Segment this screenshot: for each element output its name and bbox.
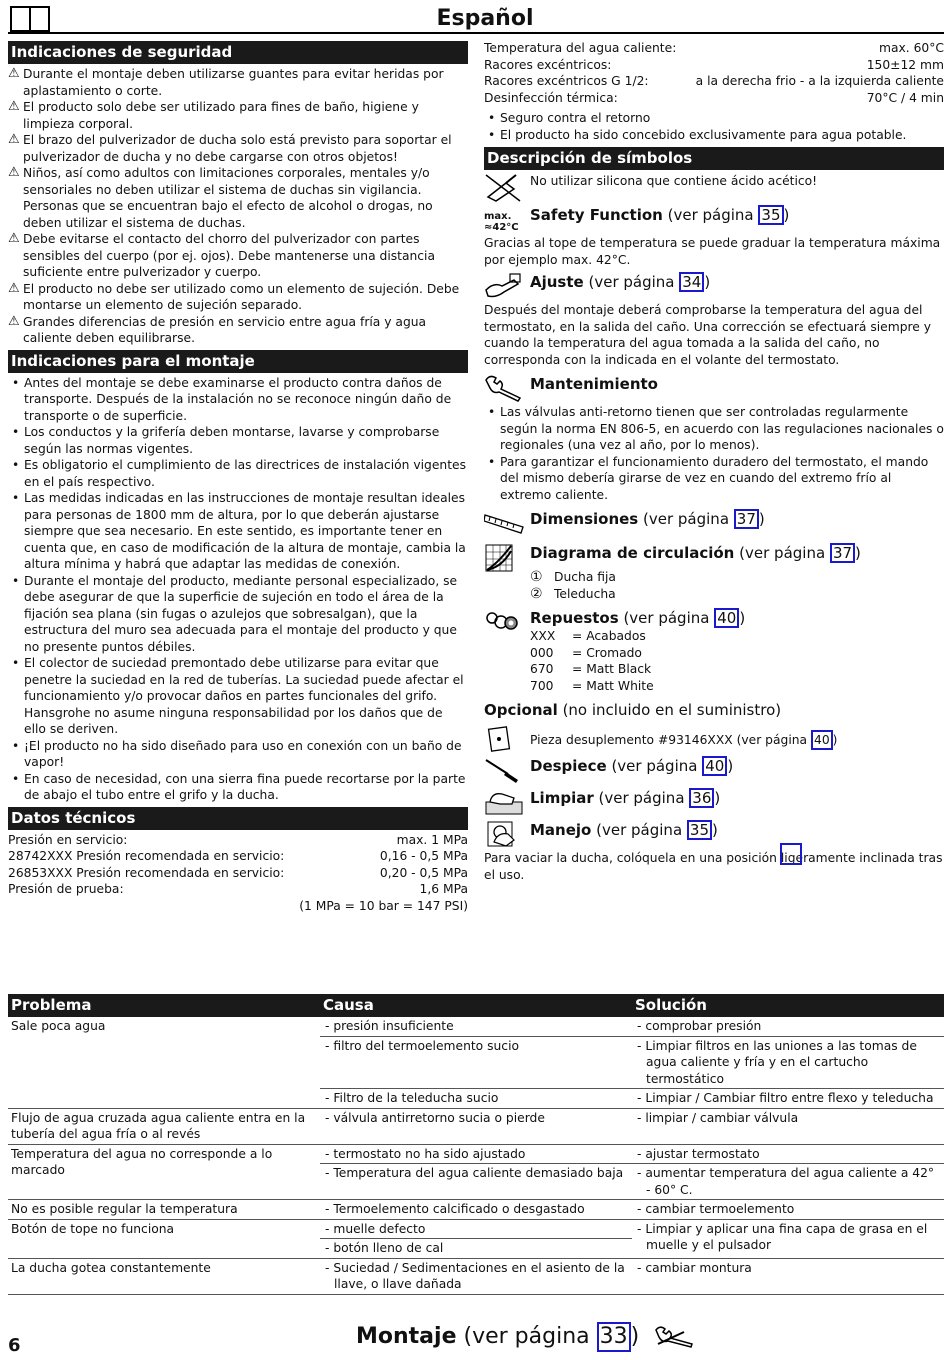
header-cause: Causa bbox=[323, 996, 374, 1014]
screwdriver-icon bbox=[484, 756, 530, 786]
max-label: max. bbox=[484, 211, 512, 222]
optional-piece-row bbox=[484, 724, 944, 754]
spec-value: 0,16 - 0,5 MPa bbox=[379, 849, 468, 863]
spec-label: Presión de prueba: bbox=[8, 882, 124, 896]
warning-icon: ⚠ bbox=[8, 165, 20, 180]
spec-row bbox=[484, 40, 944, 57]
spec-row bbox=[8, 848, 468, 865]
spec-value: 1,6 MPa bbox=[419, 882, 468, 896]
cause-cell: - Temperatura del agua caliente demasiado baja bbox=[325, 1166, 624, 1180]
safety-item-text: Niños, así como adultos con limitaciones corporales, mentales y/o sensoriales no deben utilizar el sistema de duchas sin vigilancia. Personas que se encuentran bajo el efecto de alcohol o drogas, no deben utilizar el sistema de duchas. bbox=[23, 166, 433, 230]
maintenance-list bbox=[484, 404, 944, 503]
part-code: 670 bbox=[530, 662, 554, 676]
handling-row bbox=[484, 820, 944, 850]
safety-item bbox=[8, 231, 468, 281]
solution-cell: - Limpiar / Cambiar filtro entre flexo y teleducha bbox=[637, 1091, 934, 1105]
dimensions-row bbox=[484, 509, 944, 539]
page-ref-link[interactable]: 40 bbox=[702, 756, 727, 776]
spec-row bbox=[484, 57, 944, 74]
warning-icon: ⚠ bbox=[8, 132, 20, 147]
mounting-item: • Es obligatorio el cumplimiento de las directrices de instalación vigentes en el país respectivo. bbox=[8, 457, 468, 490]
table-row bbox=[8, 1259, 944, 1295]
flow-chart-icon bbox=[484, 543, 530, 573]
solution-cell: - Limpiar y aplicar una fina capa de grasa en el muelle y el pulsador bbox=[637, 1221, 928, 1252]
footer-title: Montaje (ver página 33 ) bbox=[356, 1322, 694, 1352]
spec-row bbox=[8, 881, 468, 898]
spec-value: (1 MPa = 10 bar = 147 PSI) bbox=[299, 898, 468, 913]
hand-knob-icon bbox=[484, 820, 530, 850]
cause-solution-row bbox=[320, 1017, 944, 1036]
part-item bbox=[530, 645, 944, 662]
cause-cell: - Termoelemento calcificado o desgastado bbox=[325, 1202, 585, 1216]
spec-value: 70°C / 4 min bbox=[866, 90, 944, 105]
safety-item-text: Debe evitarse el contacto del chorro del pulverizador con partes sensibles del cuerpo (por ej. ojos). Debe mantenerse una distancia suficiente entre pulverizador y cuerpo. bbox=[23, 232, 436, 279]
right-column bbox=[484, 40, 944, 883]
flow-item bbox=[530, 586, 944, 603]
exploded-view-title: Despiece (ver página 40 ) bbox=[530, 757, 734, 775]
flow-item bbox=[530, 569, 944, 586]
safety-item-text: Durante el montaje deben utilizarse guantes para evitar heridas por aplastamiento o corte. bbox=[23, 67, 444, 98]
cause-cell: - Suciedad / Sedimentaciones en el asiento de la llave, o llave dañada bbox=[325, 1260, 625, 1291]
cause-cell: - termostato no ha sido ajustado bbox=[325, 1146, 526, 1161]
spec-label: 26853XXX Presión recomendada en servicio: bbox=[8, 865, 285, 880]
spec-row bbox=[8, 898, 468, 915]
spec-value: a la derecha frio - a la izquierda caliente bbox=[695, 74, 944, 88]
solution-cell: - aumentar temperatura del agua caliente a 42° - 60° C. bbox=[637, 1166, 935, 1197]
cause-solution-group bbox=[320, 1220, 944, 1258]
mounting-item: • Antes del montaje se debe examinarse el producto contra daños de transporte. Después de la instalación no se reconoce ningún daño de transporte o de superficie. bbox=[8, 375, 468, 425]
part-item bbox=[530, 628, 944, 645]
maintenance-item: • Las válvulas anti-retorno tienen que ser controladas regularmente según la norma EN 806-5, en acuerdo con las regulaciones nacionales o regionales (una vez al año, por lo menos). bbox=[484, 404, 944, 454]
spec-label: 28742XXX Presión recomendada en servicio: bbox=[8, 849, 285, 863]
solution-cell: - cambiar montura bbox=[637, 1260, 752, 1275]
flow-item-number: ② bbox=[530, 585, 543, 602]
cause-cell: - botón lleno de cal bbox=[320, 1238, 632, 1258]
tech-bullet: • El producto ha sido concebido exclusivamente para agua potable. bbox=[484, 127, 944, 144]
warning-icon: ⚠ bbox=[8, 99, 20, 114]
mounting-item: • Durante el montaje del producto, mediante personal especializado, se debe asegurar de que la superficie de sujeción en todo el área de la fijación sea plana (sin fugas o azulejos que sobresalgan), que la estructura del muro sea adecuada para el montaje del producto y que no presente puntos débiles. bbox=[8, 573, 468, 656]
silicone-symbol-row bbox=[484, 173, 944, 203]
mounting-item: • ¡El producto no ha sido diseñado para uso en conexión con un baño de vapor! bbox=[8, 738, 468, 771]
safety-item bbox=[8, 132, 468, 165]
flow-item-label: Teleducha bbox=[554, 586, 616, 601]
safety-item bbox=[8, 281, 468, 314]
safety-item bbox=[8, 314, 468, 347]
safety-item bbox=[8, 99, 468, 132]
tech-bullets bbox=[484, 110, 944, 143]
flow-items bbox=[530, 569, 944, 602]
left-column bbox=[8, 40, 468, 914]
optional-title: Opcional (no incluido en el suministro) bbox=[484, 701, 782, 719]
solution-cell: - cambiar termoelemento bbox=[637, 1202, 795, 1216]
page-ref-link[interactable]: 34 bbox=[679, 272, 704, 292]
cause-solution-group bbox=[320, 1145, 944, 1200]
page-ref-link[interactable]: 40 bbox=[714, 608, 739, 628]
spec-row bbox=[8, 865, 468, 882]
problem-cell: Sale poca agua bbox=[11, 1019, 106, 1033]
adjust-title: Ajuste (ver página 34 ) bbox=[530, 273, 711, 291]
page-ref-link[interactable]: 37 bbox=[830, 543, 855, 563]
cause-cell: - presión insuficiente bbox=[325, 1019, 454, 1033]
clean-title: Limpiar (ver página 36 ) bbox=[530, 789, 721, 807]
part-code: XXX bbox=[530, 629, 556, 643]
part-desc: = Acabados bbox=[572, 629, 646, 643]
spare-parts-title: Repuestos (ver página 40 ) bbox=[530, 609, 746, 627]
spec-label: Racores excéntricos: bbox=[484, 57, 612, 72]
cause-cell: - muelle defecto bbox=[325, 1221, 426, 1236]
mounting-list bbox=[8, 375, 468, 804]
page-ref-link[interactable]: 33 bbox=[597, 1322, 631, 1352]
part-desc: = Matt Black bbox=[572, 662, 652, 676]
part-desc: = Matt White bbox=[572, 678, 654, 693]
tech-bullet: • Seguro contra el retorno bbox=[484, 110, 944, 127]
table-row bbox=[8, 1145, 944, 1201]
maintenance-title: Mantenimiento bbox=[530, 375, 658, 393]
warning-icon: ⚠ bbox=[8, 231, 20, 246]
safety-item-text: Grandes diferencias de presión en servicio entre agua fría y agua caliente deben equilibrarse. bbox=[23, 314, 427, 345]
bracket-icon bbox=[484, 724, 530, 754]
cause-solution-row bbox=[320, 1088, 944, 1108]
wrench-icon bbox=[484, 374, 530, 404]
table-row bbox=[8, 1200, 944, 1220]
page-ref-link[interactable]: 36 bbox=[689, 788, 714, 808]
ruler-icon bbox=[484, 509, 530, 539]
cause-solution-row bbox=[320, 1163, 944, 1199]
thermometer-hand-icon bbox=[484, 272, 530, 302]
adjust-text: Después del montaje deberá comprobarse la temperatura del agua del termostato, en la salida del caño. Una corrección se efectuará siempre y cuando la temperatura del agua tomada a la salida del caño, no corresponda con la indicada en el volante del termostato. bbox=[484, 303, 932, 367]
merged-row bbox=[320, 1220, 944, 1258]
problem-cell: Botón de tope no funciona bbox=[11, 1221, 175, 1236]
tech-data-right bbox=[484, 40, 944, 106]
header-solution: Solución bbox=[635, 996, 707, 1014]
cause-solution-group bbox=[320, 1259, 944, 1294]
causes-column bbox=[320, 1220, 632, 1258]
spec-value: 0,20 - 0,5 MPa bbox=[379, 865, 468, 880]
safety-item bbox=[8, 66, 468, 99]
cause-cell: - válvula antirretorno sucia o pierde bbox=[325, 1110, 545, 1125]
solution-cell: - Limpiar filtros en las uniones a las tomas de agua caliente y fría y en el cartucho termostático bbox=[637, 1038, 917, 1086]
spec-label: Racores excéntricos G 1/2: bbox=[484, 74, 649, 88]
optional-piece-text: Pieza desuplemento #93146XXX (ver página 40 ) bbox=[530, 724, 944, 750]
mounting-item: • El colector de suciedad premontado debe utilizarse para evitar que penetre la suciedad en la red de tuberías. La suciedad puede afectar el funcionamiento y/o provocar daños en partes funcionales del grifo. Hansgrohe no asume ninguna responsabilidad por los daños que de ello se deriven. bbox=[8, 655, 468, 738]
spec-value: max. 1 MPa bbox=[396, 832, 468, 847]
tech-heading: Datos técnicos bbox=[8, 807, 468, 830]
empty-page-ref-box[interactable] bbox=[780, 843, 802, 865]
table-row bbox=[8, 1109, 944, 1145]
safety-item-text: El brazo del pulverizador de ducha solo está previsto para soportar el pulverizador de ducha y no debe cargarse con otros objetos! bbox=[23, 133, 452, 164]
symbols-heading: Descripción de símbolos bbox=[484, 147, 944, 170]
no-silicone-icon bbox=[484, 173, 530, 203]
parts-list bbox=[530, 628, 944, 694]
part-desc: = Cromado bbox=[572, 645, 642, 660]
safety-heading: Indicaciones de seguridad bbox=[8, 41, 468, 64]
warning-icon: ⚠ bbox=[8, 313, 20, 329]
part-code: 000 bbox=[530, 645, 554, 660]
table-row bbox=[8, 1220, 944, 1259]
page-title: Español bbox=[436, 6, 534, 31]
spec-row bbox=[484, 90, 944, 107]
flow-item-number: ① bbox=[530, 569, 543, 585]
page-ref-link[interactable]: 35 bbox=[687, 820, 712, 840]
warning-icon: ⚠ bbox=[8, 66, 20, 81]
mounting-item: • En caso de necesidad, con una sierra fina puede recortarse por la parte de abajo el tubo entre el grifo y la ducha. bbox=[8, 771, 468, 804]
max-temp-icon bbox=[484, 205, 530, 235]
clean-row bbox=[484, 788, 944, 818]
cause-solution-row bbox=[320, 1036, 944, 1089]
cause-solution-row bbox=[320, 1259, 944, 1294]
spec-value: 150±12 mm bbox=[866, 57, 944, 72]
flow-item-label: Ducha fija bbox=[554, 570, 616, 584]
part-item bbox=[530, 678, 944, 695]
spec-row bbox=[484, 73, 944, 90]
cause-cell: - filtro del termoelemento sucio bbox=[325, 1038, 520, 1053]
spare-parts-body bbox=[530, 608, 944, 694]
table-header bbox=[8, 994, 944, 1017]
solution-cell: - ajustar termostato bbox=[637, 1146, 760, 1161]
page-ref-link[interactable]: 37 bbox=[734, 509, 759, 529]
empty-shower-text: Para vaciar la ducha, colóquela en una posición ligeramente inclinada tras el uso. bbox=[484, 851, 943, 882]
cause-solution-row bbox=[320, 1145, 944, 1164]
cleaning-hand-icon bbox=[484, 788, 530, 818]
flow-diagram-title: Diagrama de circulación (ver página 37 ) bbox=[530, 544, 861, 562]
mounting-item: • Los conductos y la grifería deben montarse, lavarse y comprobarse según las normas vigentes. bbox=[8, 424, 468, 457]
flow-diagram-body bbox=[530, 543, 944, 602]
spec-value: max. 60°C bbox=[879, 41, 944, 55]
silicone-text: No utilizar silicona que contiene ácido acético! bbox=[530, 174, 818, 188]
spec-label: Presión en servicio: bbox=[8, 832, 128, 847]
safety-item bbox=[8, 165, 468, 231]
spec-label: Temperatura del agua caliente: bbox=[484, 41, 677, 55]
safety-function-title: Safety Function (ver página 35 ) bbox=[530, 206, 790, 224]
mounting-heading: Indicaciones para el montaje bbox=[8, 350, 468, 373]
spare-parts-icon bbox=[484, 608, 530, 638]
handling-title: Manejo (ver página 35 ) bbox=[530, 821, 718, 839]
part-item bbox=[530, 661, 944, 678]
spec-row bbox=[8, 832, 468, 849]
mounting-item: • Las medidas indicadas en las instrucciones de montaje resultan ideales para personas de 1800 mm de altura, por lo que deberán ajustarse siempre que sea necesario. En este sentido, es importante tener en cuenta que, en caso de modificación de la altura de montaje, cambia la altura mínima y habrá que adaptar las medidas de conexión. bbox=[8, 490, 468, 573]
cause-solution-row bbox=[320, 1200, 944, 1219]
tools-icon bbox=[654, 1326, 694, 1348]
dimensions-title: Dimensiones (ver página 37 ) bbox=[530, 510, 765, 528]
maintenance-item: • Para garantizar el funcionamiento duradero del termostato, el mando del mismo debería girarse de vez en cuando del extremo frío al extremo caliente. bbox=[484, 454, 944, 504]
solution-cell: - comprobar presión bbox=[637, 1019, 762, 1033]
safety-item-text: El producto solo debe ser utilizado para fines de baño, higiene y limpieza corporal. bbox=[23, 100, 419, 131]
page-ref-link[interactable]: 40 bbox=[811, 730, 833, 750]
table-row bbox=[8, 1017, 944, 1109]
problem-cell: La ducha gotea constantemente bbox=[11, 1260, 211, 1275]
solution-cell: - limpiar / cambiar válvula bbox=[637, 1110, 799, 1125]
page-number: 6 bbox=[8, 1335, 21, 1356]
table-body bbox=[8, 1017, 944, 1295]
spec-label: Desinfección térmica: bbox=[484, 90, 618, 105]
tech-data-left bbox=[8, 832, 468, 915]
safety-function-row bbox=[484, 205, 944, 235]
troubleshooting-table bbox=[8, 994, 944, 1295]
max-temp-label: ≈42°C bbox=[484, 222, 519, 233]
problem-cell: No es posible regular la temperatura bbox=[11, 1202, 238, 1216]
part-code: 700 bbox=[530, 678, 554, 693]
flow-diagram-row bbox=[484, 543, 944, 602]
header-problem: Problema bbox=[11, 996, 92, 1014]
adjust-row bbox=[484, 272, 944, 302]
problem-cell: Temperatura del agua no corresponde a lo marcado bbox=[11, 1146, 273, 1177]
cause-solution-group bbox=[320, 1017, 944, 1108]
exploded-view-row bbox=[484, 756, 944, 786]
safety-item-text: El producto no debe ser utilizado como un elemento de sujeción. Debe montarse un elemento de sujeción separado. bbox=[23, 281, 460, 312]
cause-solution-row bbox=[320, 1109, 944, 1128]
cause-cell: - Filtro de la teleducha sucio bbox=[325, 1091, 499, 1105]
spare-parts-row bbox=[484, 608, 944, 694]
page-ref-link[interactable]: 35 bbox=[758, 205, 783, 225]
maintenance-row bbox=[484, 374, 944, 404]
cause-solution-group bbox=[320, 1109, 944, 1144]
problem-cell: Flujo de agua cruzada agua caliente entra en la tubería del agua fría o al revés bbox=[11, 1110, 306, 1141]
safety-function-text: Gracias al tope de temperatura se puede graduar la temperatura máxima por ejemplo max. 42°C. bbox=[484, 236, 941, 267]
page-header bbox=[8, 4, 944, 34]
safety-list bbox=[8, 66, 468, 347]
cause-solution-group bbox=[320, 1200, 944, 1219]
warning-icon: ⚠ bbox=[8, 280, 20, 296]
